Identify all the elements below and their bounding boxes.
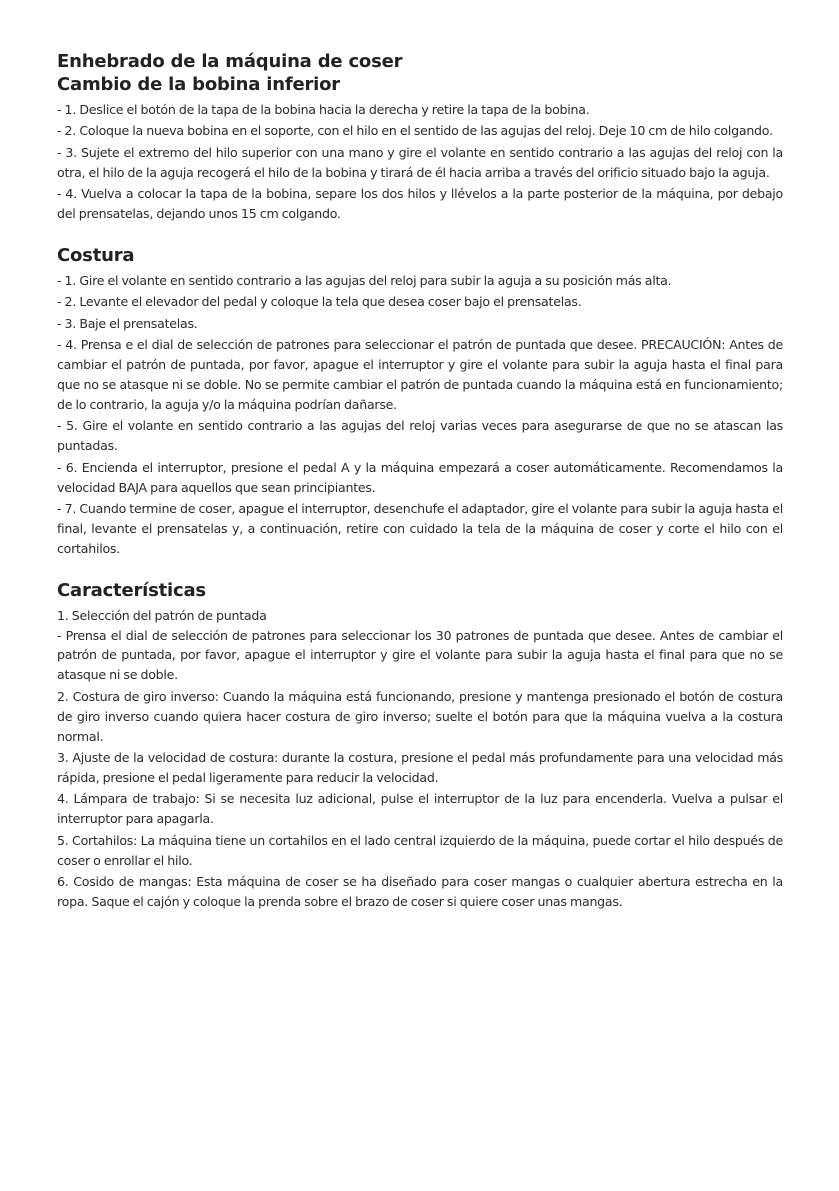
feature-item-1-body: - Prensa el dial de selección de patrones para seleccionar los 30 patrones de puntada que desee. Antes de cambiar el patrón de puntada, por favor, apague el interruptor y gire el volante para subir la aguja hasta el final para que no se atasque ni se doble. — [57, 627, 783, 683]
threading-title: Enhebrado de la máquina de coser — [57, 51, 403, 72]
feature-item-5: 5. Cortahilos: La máquina tiene un cortahilos en el lado central izquierdo de la máquina, puede cortar el hilo después de coser o enrollar el hilo. — [57, 832, 783, 868]
feature-item-4: 4. Lámpara de trabajo: Si se necesita luz adicional, pulse el interruptor de la luz para encenderla. Vuelva a pulsar el interruptor para apagarla. — [57, 791, 783, 827]
sewing-step-5: - 5. Gire el volante en sentido contrario a las agujas del reloj varias veces para asegurarse de que no se atascan las puntadas. — [57, 418, 783, 454]
threading-step-4: - 4. Vuelva a colocar la tapa de la bobina, separe los dos hilos y llévelos a la parte posterior de la máquina, por debajo del prensatelas, dejando unos 15 cm colgando. — [57, 186, 783, 222]
sewing-step-2: - 2. Levante el elevador del pedal y coloque la tela que desea coser bajo el prensatelas. — [57, 294, 582, 310]
sewing-step-7: - 7. Cuando termine de coser, apague el interruptor, desenchufe el adaptador, gire el volante para subir la aguja hasta el final, levante el prensatelas y, a continuación, retire con cuidado la tela de la máquina de coser y corte el hilo con el cortahilos. — [57, 500, 783, 556]
feature-item-3: 3. Ajuste de la velocidad de costura: durante la costura, presione el pedal más profundamente para una velocidad más rápida, presione el pedal ligeramente para reducir la velocidad. — [57, 749, 783, 785]
features-section — [57, 579, 783, 912]
threading-section — [57, 50, 783, 224]
feature-item-2: 2. Costura de giro inverso: Cuando la máquina está funcionando, presione y mantenga presionado el botón de costura de giro inverso cuando quiera hacer costura de giro inverso; suelte el botón para que la máquina vuelva a la costura normal. — [57, 688, 783, 744]
sewing-step-6: - 6. Encienda el interruptor, presione el pedal A y la máquina empezará a coser automáticamente. Recomendamos la velocidad BAJA para aquellos que sean principiantes. — [57, 459, 783, 495]
sewing-step-4: - 4. Prensa e el dial de selección de patrones para seleccionar el patrón de puntada que desee. PRECAUCIÓN: Antes de cambiar el patrón de puntada, por favor, apague el interruptor y gire el volante para subir la aguja hasta el final para que no se atasque ni se doble. No se permite cambiar el patrón de puntada cuando la máquina está en funcionamiento; de lo contrario, la aguja y/o la máquina podrían dañarse. — [57, 337, 783, 412]
sewing-step-3: - 3. Baje el prensatelas. — [57, 315, 198, 331]
threading-step-3: - 3. Sujete el extremo del hilo superior con una mano y gire el volante en sentido contrario a las agujas del reloj con la otra, el hilo de la aguja recogerá el hilo de la bobina y tirará de él hacia arriba a través del orificio situado bajo la aguja. — [57, 144, 783, 180]
manual-page — [57, 50, 783, 912]
sewing-step-1: - 1. Gire el volante en sentido contrario a las agujas del reloj para subir la aguja a su posición más alta. — [57, 272, 672, 288]
feature-item-6: 6. Cosido de mangas: Esta máquina de coser se ha diseñado para coser mangas o cualquier abertura estrecha en la ropa. Saque el cajón y coloque la prenda sobre el brazo de coser si quiere coser unas mangas. — [57, 873, 783, 909]
bobbin-change-subtitle: Cambio de la bobina inferior — [57, 74, 340, 95]
threading-step-2: - 2. Coloque la nueva bobina en el soporte, con el hilo en el sentido de las agujas del reloj. Deje 10 cm de hilo colgando. — [57, 123, 773, 139]
features-title: Características — [57, 579, 206, 601]
threading-step-1: - 1. Deslice el botón de la tapa de la bobina hacia la derecha y retire la tapa de la bobina. — [57, 102, 590, 117]
feature-item-1-heading: 1. Selección del patrón de puntada — [57, 607, 267, 623]
sewing-title: Costura — [57, 244, 135, 266]
sewing-section — [57, 244, 783, 559]
